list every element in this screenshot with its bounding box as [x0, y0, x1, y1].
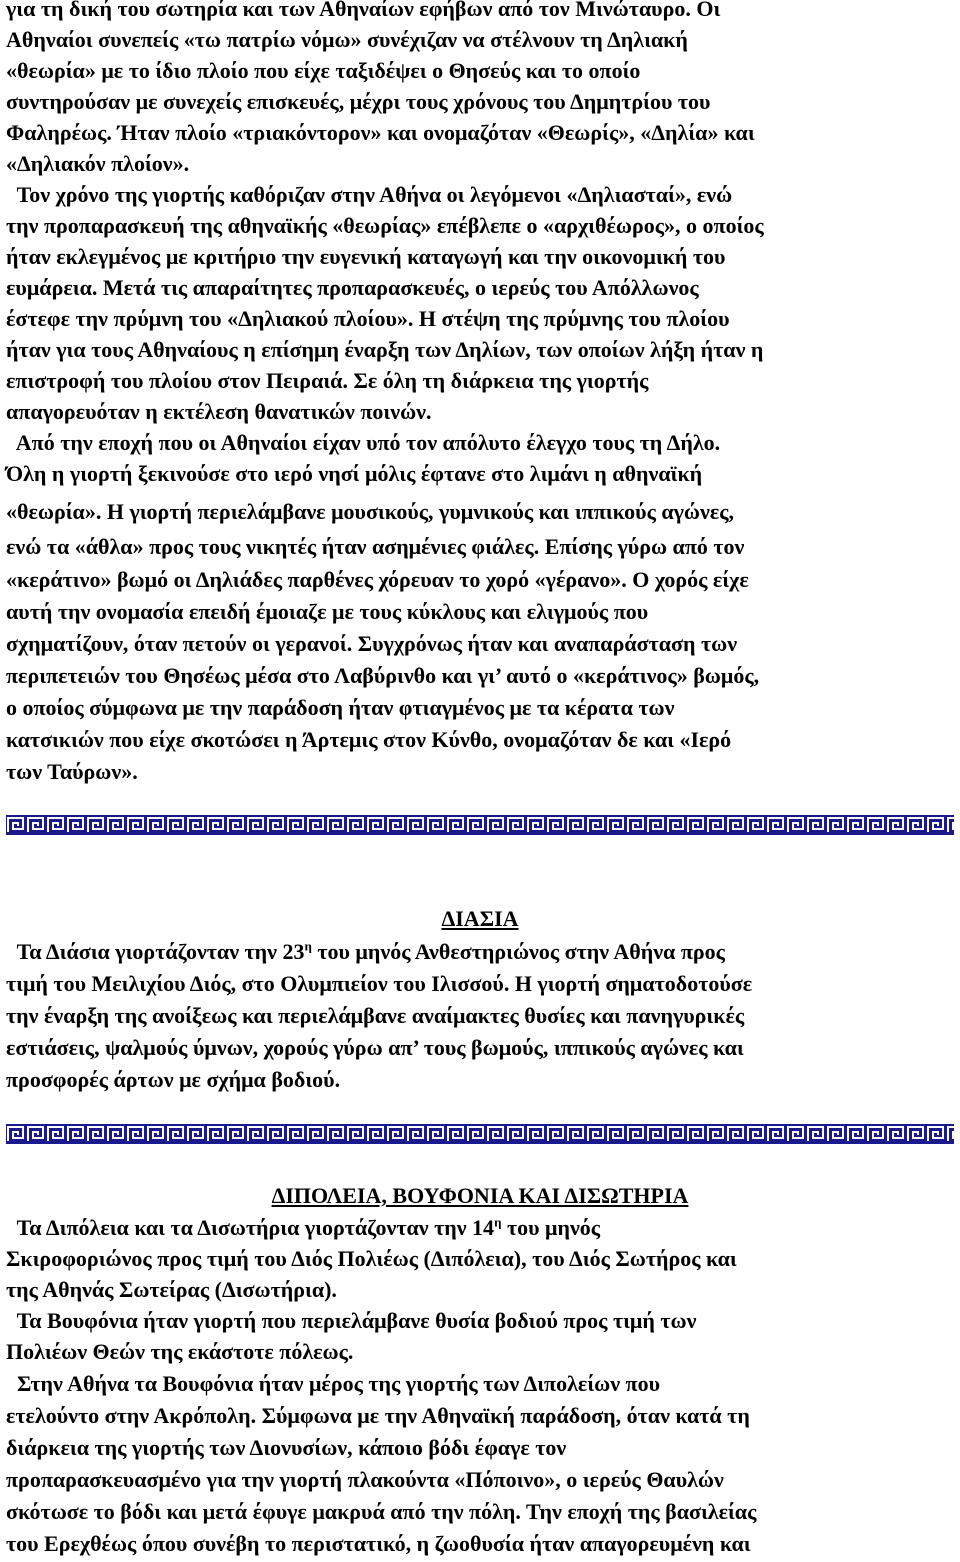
paragraph-line: την προπαρασκευή της αθηναϊκής «θεωρίας» επέβλεπε ο «αρχιθέωρος», ο οποίος [6, 213, 764, 238]
paragraph-text: του μηνός [501, 1215, 601, 1240]
paragraph-line: για τη δική του σωτηρία και των Αθηναίων εφήβων από τον Μινώταυρο. Οι [6, 0, 721, 21]
paragraph-line: «κεράτινο» βωμό οι Δηλιάδες παρθένες χόρευαν το χορό «γέρανο». Ο χορός είχε [6, 567, 749, 592]
paragraph-line: Στην Αθήνα τα Βουφόνια ήταν μέρος της γιορτής των Διπολείων που [6, 1371, 661, 1396]
paragraph-line: περιπετειών του Θησέως μέσα στο Λαβύρινθο και γι’ αυτό ο «κεράτινος» βωμός, [6, 663, 760, 688]
paragraph-line: Τα Βουφόνια ήταν γιορτή που περιελάμβανε θυσία βοδιού προς τιμή των [6, 1308, 697, 1333]
paragraph-line: Όλη η γιορτή ξεκινούσε στο ιερό νησί μόλις έφτανε στο λιμάνι η αθηναϊκή [6, 461, 703, 486]
paragraph-line: των Ταύρων». [6, 759, 138, 784]
paragraph-line: την έναρξη της ανοίξεως και περιελάμβανε αναίμακτες θυσίες και πανηγυρικές [6, 1003, 745, 1028]
paragraph-line: Πολιέων Θεών της εκάστοτε πόλεως. [6, 1339, 354, 1364]
section-title: ΔΙΑΣΙΑ [441, 906, 519, 931]
paragraph-line: ήταν για τους Αθηναίους η επίσημη έναρξη των Δηλίων, των οποίων λήξη ήταν η [6, 337, 764, 362]
paragraph-line: απαγορευόταν η εκτέλεση θανατικών ποινών. [6, 399, 432, 424]
paragraph-text: του μηνός Ανθεστηριώνος στην Αθήνα προς [311, 939, 725, 964]
paragraph-line: ήταν εκλεγμένος με κριτήριο την ευγενική καταγωγή και την οικονομική του [6, 244, 726, 269]
paragraph-line [6, 1213, 600, 1243]
paragraph-line: «θεωρία» με το ίδιο πλοίο που είχε ταξιδέψει ο Θησεύς και το οποίο [6, 58, 641, 83]
paragraph-line: Από την εποχή που οι Αθηναίοι είχαν υπό τον απόλυτο έλεγχο τους τη Δήλο. [6, 430, 721, 455]
paragraph-line: διάρκεια της γιορτής των Διονυσίων, κάποιο βόδι έφαγε τον [6, 1435, 567, 1460]
paragraph-line: συντηρούσαν με συνεχείς επισκευές, μέχρι τους χρόνους του Δημητρίου του [6, 89, 711, 114]
paragraph-line: Φαληρέως. Ήταν πλοίο «τριακόντορον» και ονομαζόταν «Θεωρίς», «Δηλία» και [6, 120, 755, 145]
paragraph-line: επιστροφή του πλοίου στον Πειραιά. Σε όλη τη διάρκεια της γιορτής [6, 368, 649, 393]
paragraph-line: ευμάρεια. Μετά τις απαραίτητες προπαρασκευές, ο ιερεύς του Απόλλωνος [6, 275, 699, 300]
paragraph-line: Σκιροφοριώνος προς τιμή του Διός Πολιέως (Διπόλεια), του Διός Σωτήρος και [6, 1246, 737, 1271]
paragraph-line: ετελούντο στην Ακρόπολη. Σύμφωνα με την Αθηναϊκή παράδοση, όταν κατά τη [6, 1403, 750, 1428]
paragraph-line: «θεωρία». Η γιορτή περιελάμβανε μουσικούς, γυμνικούς και ιππικούς αγώνες, [6, 499, 735, 524]
paragraph-line: Τον χρόνο της γιορτής καθόριζαν στην Αθήνα οι λεγόμενοι «Δηλιασταί», ενώ [6, 182, 733, 207]
paragraph-line: ενώ τα «άθλα» προς τους νικητές ήταν ασημένιες φιάλες. Επίσης γύρω από τον [6, 534, 745, 559]
paragraph-line: Αθηναίοι συνεπείς «τω πατρίω νόμω» συνέχιζαν να στέλνουν τη Δηλιακή [6, 27, 688, 52]
paragraph-line: σχηματίζουν, όταν πετούν οι γερανοί. Συγχρόνως ήταν και αναπαράσταση των [6, 631, 738, 656]
superscript: η [494, 1214, 502, 1230]
paragraph-line: σκότωσε το βόδι και μετά έφυγε μακρυά από την πόλη. Την εποχή της βασιλείας [6, 1499, 757, 1524]
paragraph-text: Τα Διάσια γιορτάζονταν την 23 [6, 939, 305, 964]
paragraph-line: εστιάσεις, ψαλμούς ύμνων, χορούς γύρω απ’ τους βωμούς, ιππικούς αγώνες και [6, 1035, 744, 1060]
paragraph-line: έστεφε την πρύμνη του «Δηλιακού πλοίου». Η στέψη της πρύμνης του πλοίου [6, 306, 730, 331]
superscript: η [304, 938, 312, 954]
paragraph-line: ο οποίος σύμφωνα με την παράδοση ήταν φτιαγμένος με τα κέρατα των [6, 695, 675, 720]
paragraph-text: Τα Διπόλεια και τα Δισωτήρια γιορτάζονταν την 14 [6, 1215, 495, 1240]
paragraph-line: κατσικιών που είχε σκοτώσει η Άρτεμις στον Κύνθο, ονομαζόταν δε και «Ιερό [6, 727, 732, 752]
greek-key-border-icon [6, 1124, 954, 1144]
paragraph-line [6, 937, 725, 967]
paragraph-line: του Ερεχθέως όπου συνέβη το περιστατικό, η ζωοθυσία ήταν απαγορευμένη και [6, 1531, 751, 1556]
paragraph-line: προσφορές άρτων με σχήμα βοδιού. [6, 1067, 341, 1092]
greek-key-border-icon [6, 815, 954, 835]
paragraph-line: της Αθηνάς Σωτείρας (Δισωτήρια). [6, 1277, 337, 1302]
paragraph-line: «Δηλιακόν πλοίον». [6, 151, 190, 176]
paragraph-line: προπαρασκευασμένο για την γιορτή πλακούντα «Πόποινο», ο ιερεύς Θαυλών [6, 1467, 724, 1492]
paragraph-line: αυτή την ονομασία επειδή έμοιαζε με τους κύκλους και ελιγμούς που [6, 599, 649, 624]
paragraph-line: τιμή του Μειλιχίου Διός, στο Ολυμπιείον του Ιλισσού. Η γιορτή σηματοδοτούσε [6, 971, 753, 996]
section-title: ΔΙΠΟΛΕΙΑ, ΒΟΥΦΟΝΙΑ ΚΑΙ ΔΙΣΩΤΗΡΙΑ [271, 1183, 689, 1208]
